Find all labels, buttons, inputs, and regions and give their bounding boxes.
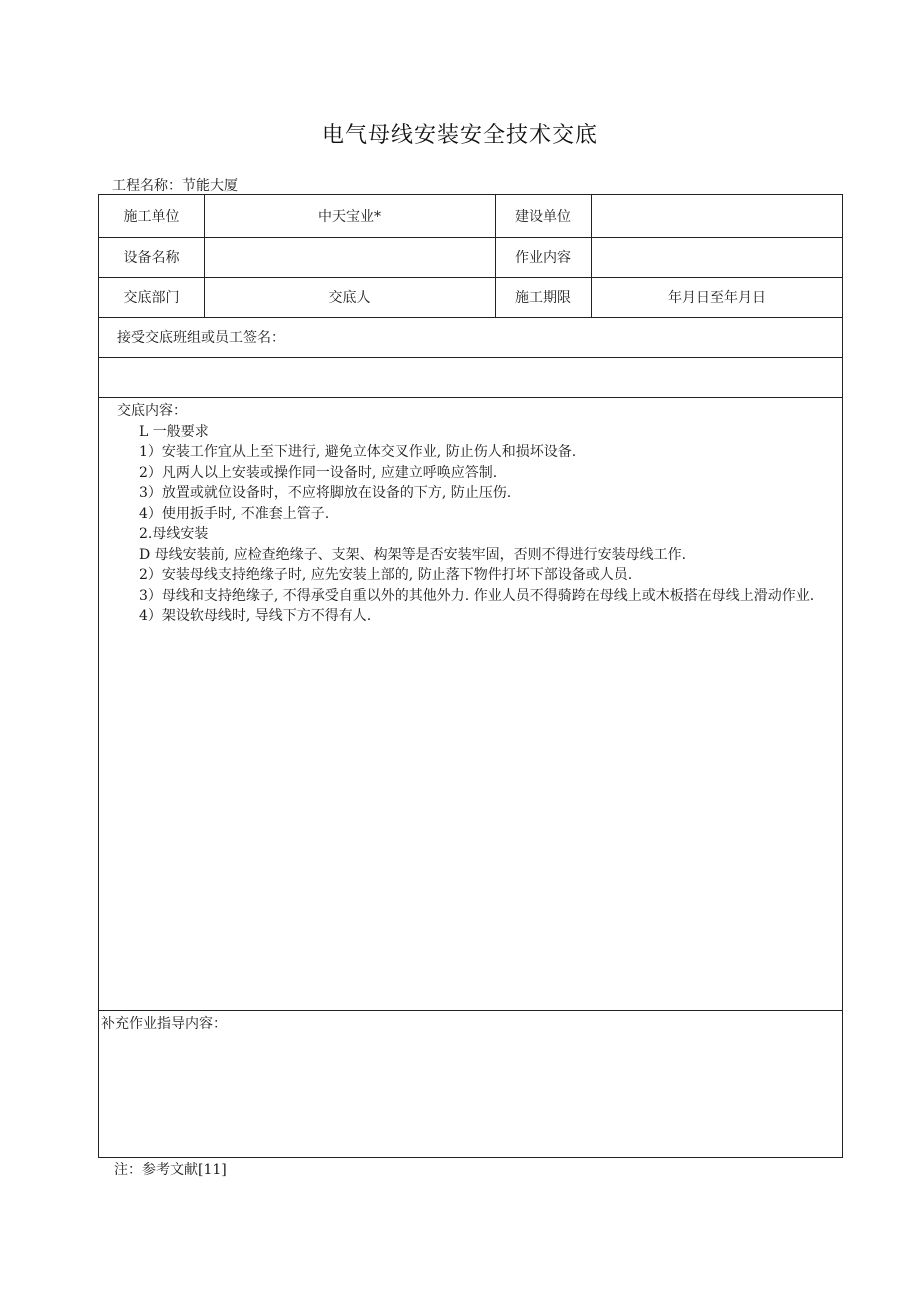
row-divider	[99, 1010, 842, 1011]
disclosure-form-table	[98, 194, 843, 1158]
construction-unit-value: 中天宝业*	[318, 209, 381, 225]
content-line: 2）凡两人以上安装或操作同一设备时, 应建立呼唤应答制.	[139, 464, 498, 481]
document-title: 电气母线安装安全技术交底	[321, 123, 598, 148]
content-line: D 母线安装前, 应检查绝缘子、支架、构架等是否安装牢固，否则不得进行安装母线工作.	[139, 546, 687, 563]
department-label: 交底部门	[123, 290, 180, 306]
construction-unit-label: 施工单位	[123, 209, 180, 225]
period-label: 施工期限	[515, 290, 571, 306]
signature-label: 接受交底班组或员工签名：	[117, 330, 285, 346]
content-line: 3）母线和支持绝缘子, 不得承受自重以外的其他外力. 作业人员不得骑跨在母线上或木板搭在母线上滑动作业.	[139, 587, 815, 604]
owner-unit-value	[591, 195, 843, 237]
discloser-label: 交底人	[328, 290, 371, 306]
work-content-label: 作业内容	[515, 250, 571, 266]
signature-value	[117, 357, 817, 397]
owner-unit-label: 建设单位	[515, 209, 571, 225]
row-divider	[99, 397, 842, 398]
content-line: L 一般要求	[139, 423, 209, 440]
supplement-label: 补充作业指导内容：	[101, 1016, 227, 1032]
content-line: 2.母线安装	[139, 526, 209, 542]
equipment-name-label: 设备名称	[123, 250, 180, 266]
work-content-value	[591, 237, 843, 277]
content-line: 4）使用扳手时, 不准套上管子.	[139, 505, 330, 522]
content-line: 4）架设软母线时, 导线下方不得有人.	[139, 608, 372, 624]
content-line: 2）安装母线支持绝缘子时, 应先安装上部的, 防止落下物件打坏下部设备或人员.	[139, 567, 633, 583]
project-name: 工程名称：节能大厦	[112, 178, 238, 194]
content-heading: 交底内容：	[117, 403, 187, 419]
period-value: 年月日至年月日	[668, 290, 766, 306]
footnote: 注：参考文献[11]	[114, 1162, 227, 1178]
equipment-name-value	[204, 237, 495, 277]
content-line: 3）放置或就位设备时，不应将脚放在设备的下方, 防止压伤.	[139, 485, 512, 501]
content-line: 1）安装工作宜从上至下进行, 避免立体交叉作业, 防止伤人和损坏设备.	[139, 444, 577, 460]
disclosure-content	[117, 401, 829, 627]
